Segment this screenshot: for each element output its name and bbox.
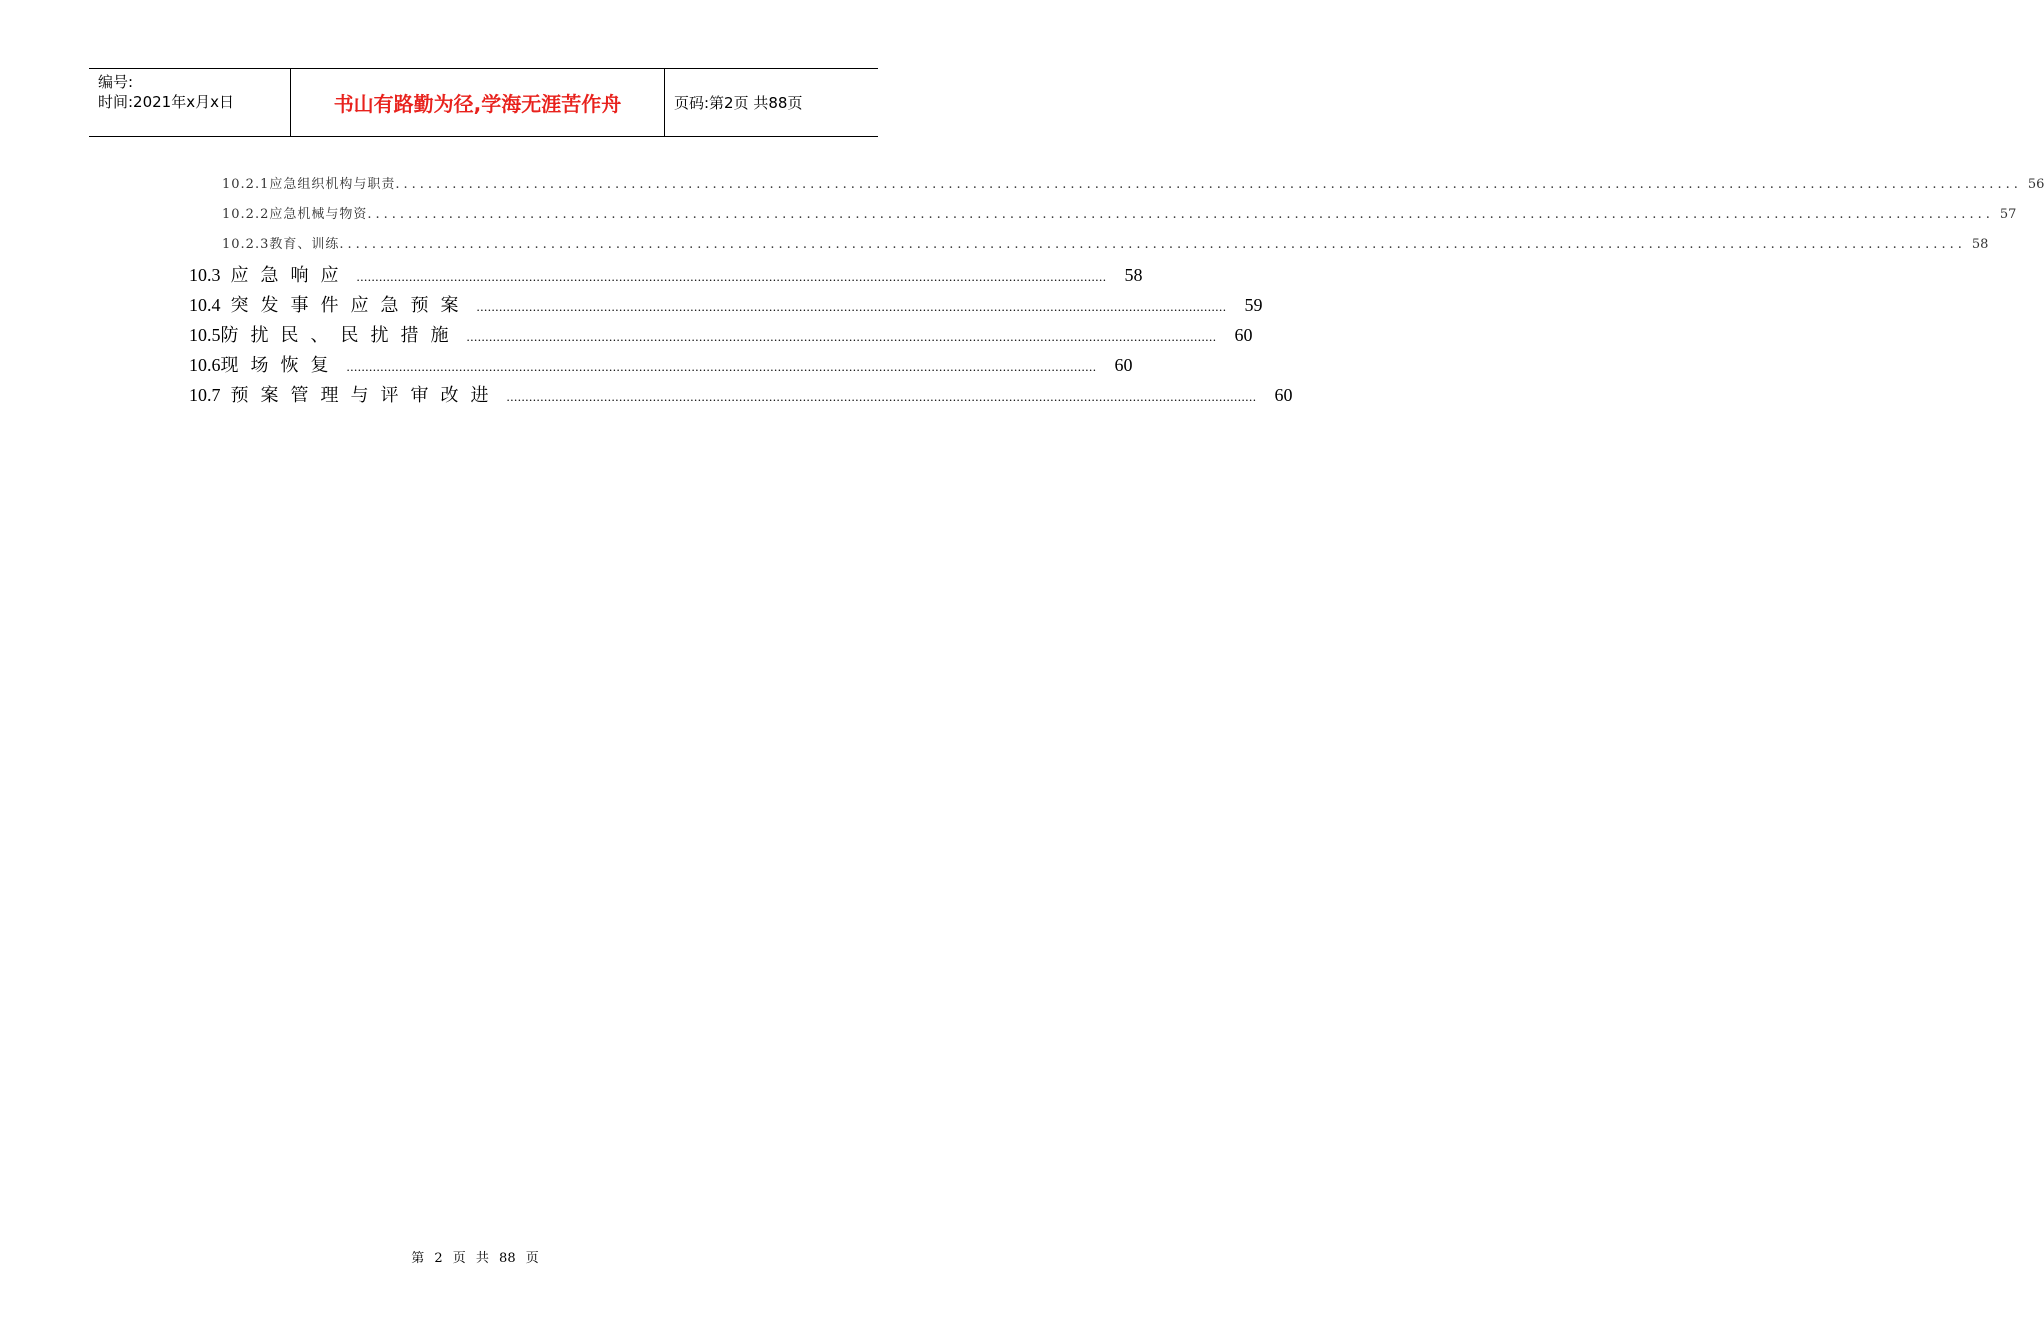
header-motto: 书山有路勤为径,学海无涯苦作舟 bbox=[333, 92, 622, 116]
toc-entry-page: 58 bbox=[1124, 265, 1143, 285]
document-date: 时间:2021年x月x日 bbox=[98, 93, 234, 111]
toc-entry-page: 57 bbox=[1999, 207, 2017, 222]
toc-dot-leader: ........................................................................................................................................................................................................ bbox=[506, 389, 1257, 404]
toc-entry-10-2-2[interactable] bbox=[222, 203, 2017, 223]
toc-entry-page: 60 bbox=[1114, 355, 1133, 375]
toc-entry-title: 防扰民、民扰措施 bbox=[220, 325, 461, 345]
toc-dot-leader: ........................................................................................................................................................................................................ bbox=[476, 299, 1227, 314]
header-motto-cell bbox=[290, 69, 665, 136]
toc-entry-number: 10.7 bbox=[189, 385, 221, 405]
toc-entry-10-2-3[interactable] bbox=[222, 233, 1989, 253]
toc-entry-10-6[interactable] bbox=[189, 351, 1133, 375]
toc-entry-number: 10.2.1 bbox=[222, 177, 270, 192]
toc-entry-page: 60 bbox=[1234, 325, 1253, 345]
header-page-info: 页码:第2页 共88页 bbox=[674, 94, 803, 112]
toc-entry-page: 58 bbox=[1971, 237, 1989, 252]
toc-dot-leader: ........................................................................................................................................................................................................ bbox=[339, 237, 1966, 252]
toc-entry-page: 59 bbox=[1244, 295, 1263, 315]
toc-entry-number: 10.3 bbox=[189, 265, 221, 285]
toc-entry-number: 10.4 bbox=[189, 295, 221, 315]
toc-dot-leader: ........................................................................................................................................................................................................ bbox=[466, 329, 1217, 344]
toc-entry-10-7[interactable] bbox=[189, 381, 1293, 405]
toc-dot-leader: ........................................................................................................................................................................................................ bbox=[395, 177, 2022, 192]
toc-entry-title: 应急响应 bbox=[230, 265, 351, 285]
toc-entry-page: 60 bbox=[1274, 385, 1293, 405]
toc-entry-title: 应急组织机构与职责 bbox=[269, 177, 396, 192]
toc-entry-number: 10.6 bbox=[189, 355, 221, 375]
toc-entry-title: 现场恢复 bbox=[220, 355, 341, 375]
toc-entry-number: 10.2.2 bbox=[222, 207, 270, 222]
toc-entry-title: 预案管理与评审改进 bbox=[230, 385, 501, 405]
header-meta-cell bbox=[89, 69, 290, 136]
toc-dot-leader: ........................................................................................................................................................................................................ bbox=[356, 269, 1107, 284]
toc-entry-10-4[interactable] bbox=[189, 291, 1263, 315]
document-number-label: 编号: bbox=[98, 73, 134, 91]
toc-dot-leader: ........................................................................................................................................................................................................ bbox=[346, 359, 1097, 374]
toc-entry-title: 应急机械与物资 bbox=[269, 207, 368, 222]
toc-entry-title: 教育、训练 bbox=[269, 237, 340, 252]
toc-dot-leader: ........................................................................................................................................................................................................ bbox=[367, 207, 1994, 222]
toc-entry-number: 10.5 bbox=[189, 325, 221, 345]
toc-entry-10-3[interactable] bbox=[189, 261, 1143, 285]
toc-entry-number: 10.2.3 bbox=[222, 237, 270, 252]
document-header bbox=[89, 68, 878, 137]
toc-entry-10-2-1[interactable] bbox=[222, 173, 2044, 193]
header-page-cell bbox=[664, 69, 878, 136]
toc-entry-page: 56 bbox=[2027, 177, 2044, 192]
toc-entry-10-5[interactable] bbox=[189, 321, 1253, 345]
page-footer: 第 2 页 共 88 页 bbox=[411, 1251, 539, 1266]
toc-entry-title: 突发事件应急预案 bbox=[230, 295, 471, 315]
